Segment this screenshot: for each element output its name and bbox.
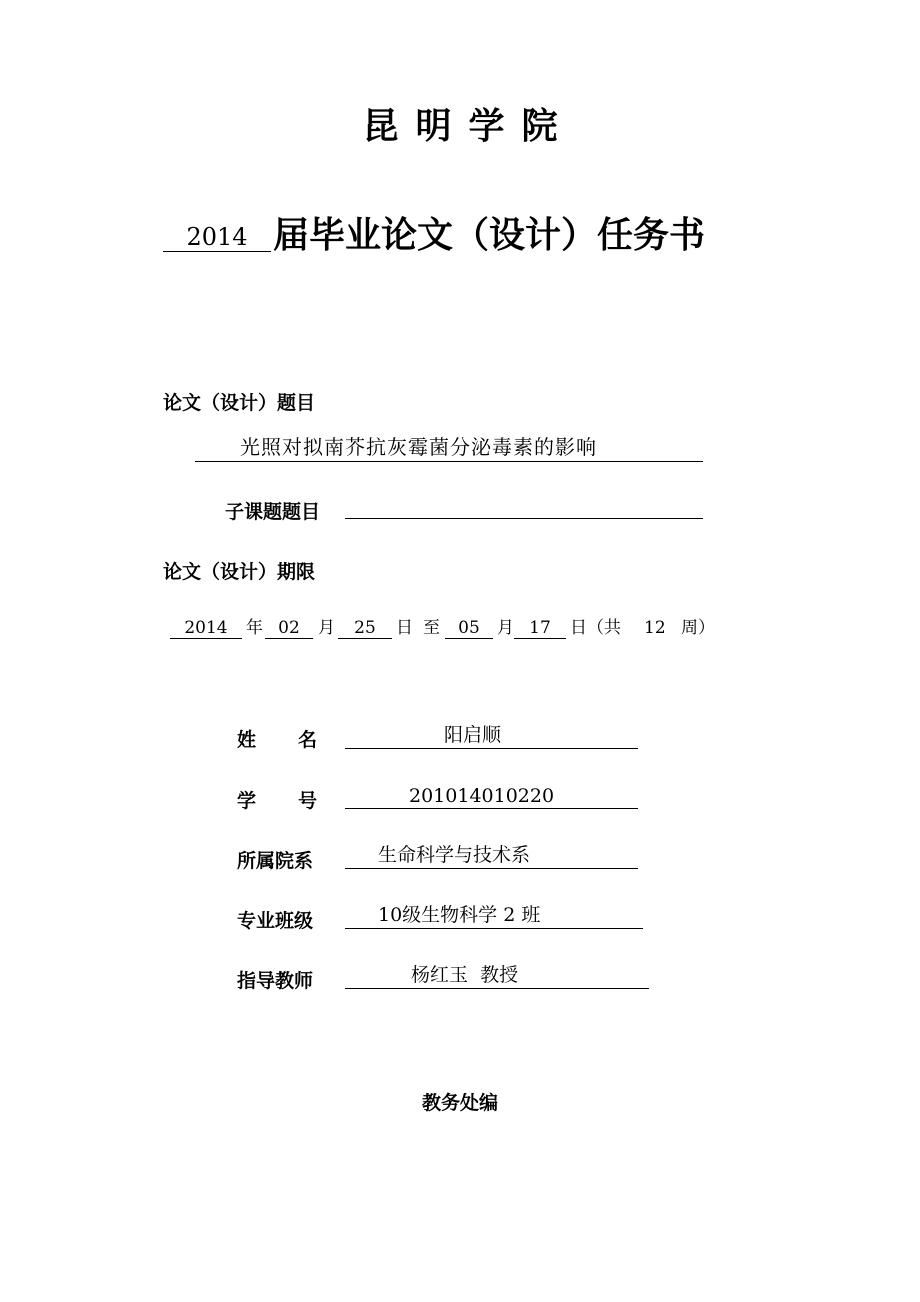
name-value: 阳启顺 [444, 724, 502, 746]
thesis-topic-label: 论文（设计）题目 [163, 392, 316, 414]
thesis-topic-value: 光照对拟南芥抗灰霉菌分泌毒素的影响 [240, 435, 597, 459]
graduation-year-field [163, 223, 271, 252]
advisor-value: 杨红玉 教授 [411, 964, 519, 986]
thesis-topic-field [195, 437, 703, 462]
start-month-value: 02 [265, 618, 313, 639]
student-id-label: 学号 [237, 790, 360, 812]
department-field [345, 844, 638, 869]
start-day-value: 25 [338, 618, 392, 639]
weeks-close-text: 周） [681, 618, 715, 638]
year-unit: 年 [246, 618, 263, 638]
day-unit: 日 [396, 618, 413, 638]
advisor-field [345, 964, 649, 989]
subtopic-label: 子课题题目 [225, 501, 321, 523]
name-label: 姓名 [237, 729, 360, 751]
major-class-field [345, 904, 643, 929]
name-field [345, 724, 638, 749]
school-name: 昆明学院 [362, 106, 575, 147]
weeks-value: 12 [644, 618, 666, 638]
department-label: 所属院系 [237, 850, 314, 872]
student-id-value: 201014010220 [409, 785, 555, 807]
student-id-field [345, 784, 638, 809]
graduation-year-value: 2014 [186, 223, 248, 251]
weeks-open-text: 日（共 [570, 618, 621, 638]
month-unit: 月 [318, 618, 335, 638]
issuer-footer: 教务处编 [421, 1092, 498, 1114]
thesis-period-label: 论文（设计）期限 [163, 561, 316, 583]
start-year-value: 2014 [170, 618, 242, 639]
document-title: 届毕业论文（设计）任务书 [273, 215, 706, 256]
period-to: 至 [423, 618, 440, 638]
end-day-value: 17 [514, 618, 566, 639]
major-class-value: 10级生物科学 2 班 [378, 904, 541, 926]
advisor-label: 指导教师 [237, 970, 314, 992]
major-class-label: 专业班级 [237, 910, 314, 932]
subtopic-field [345, 494, 703, 519]
department-value: 生命科学与技术系 [378, 844, 531, 866]
end-month-value: 05 [445, 618, 493, 639]
end-month-unit: 月 [497, 618, 514, 638]
